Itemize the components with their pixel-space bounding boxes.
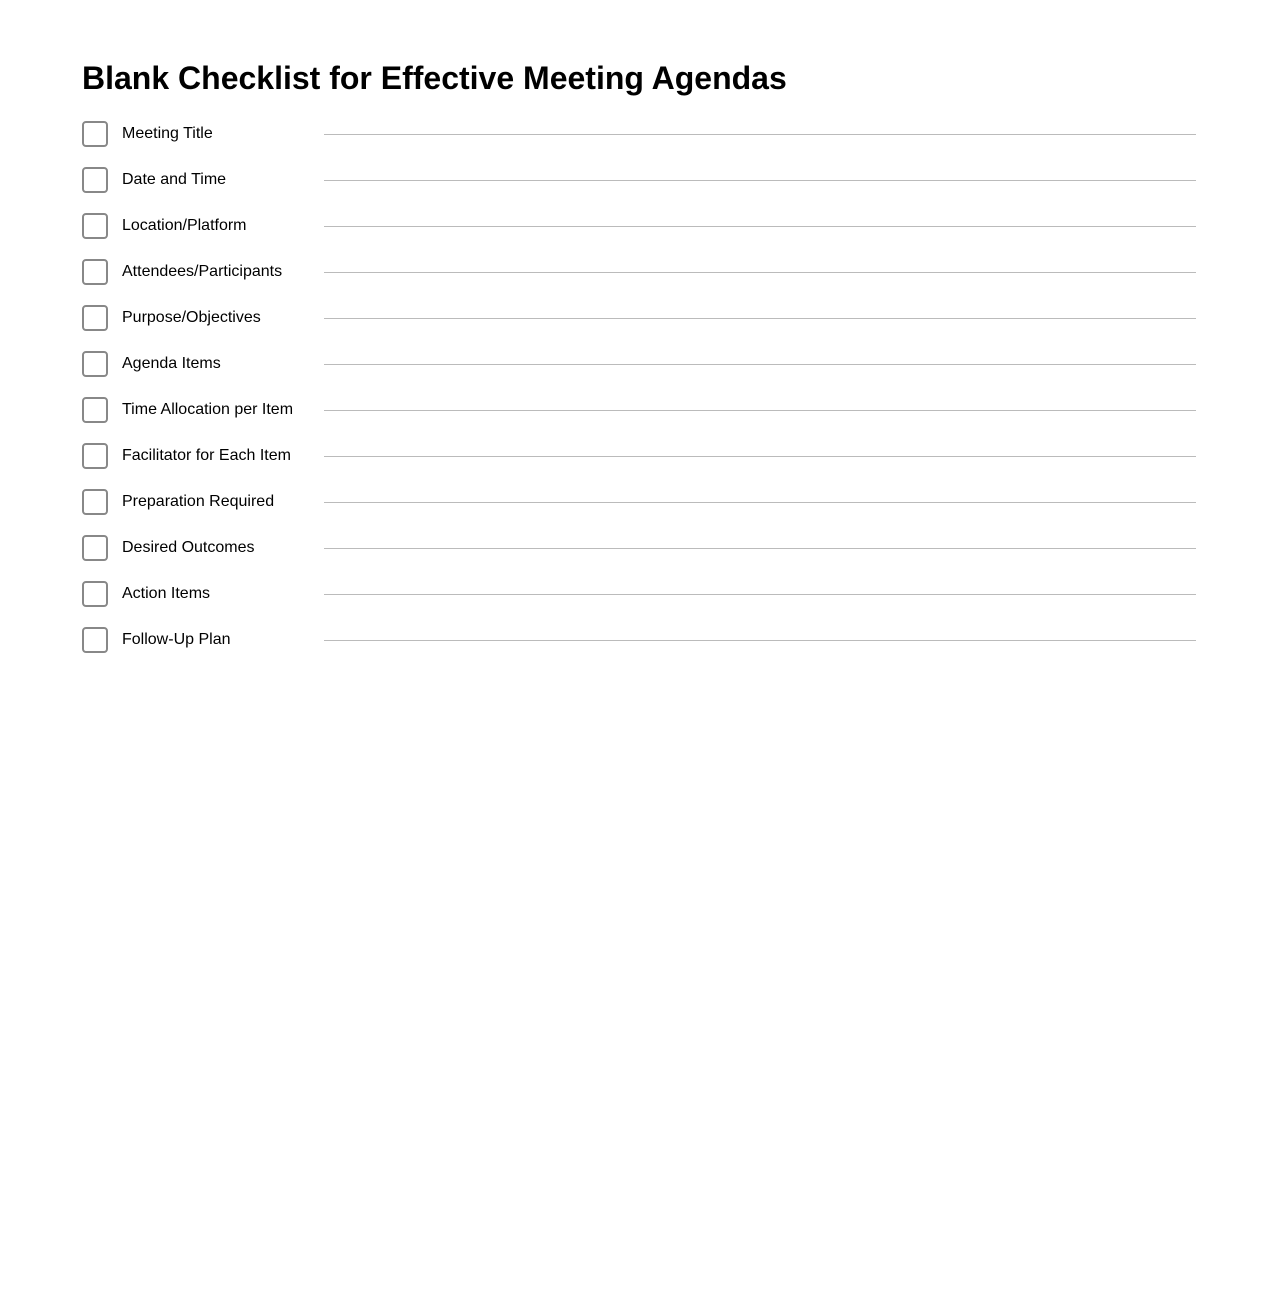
checklist-item bbox=[82, 627, 1196, 653]
write-in-line[interactable] bbox=[324, 456, 1196, 457]
write-in-line[interactable] bbox=[324, 226, 1196, 227]
checklist-item-label: Time Allocation per Item bbox=[122, 401, 294, 418]
checklist-item-label: Facilitator for Each Item bbox=[122, 447, 291, 464]
write-in-line[interactable] bbox=[324, 180, 1196, 181]
checklist-item-label: Preparation Required bbox=[122, 493, 275, 510]
checkbox[interactable] bbox=[82, 627, 108, 653]
checkbox[interactable] bbox=[82, 581, 108, 607]
checkbox[interactable] bbox=[82, 167, 108, 193]
write-in-line[interactable] bbox=[324, 640, 1196, 641]
write-in-line[interactable] bbox=[324, 548, 1196, 549]
checklist-item bbox=[82, 535, 1196, 561]
checklist-item bbox=[82, 489, 1196, 515]
checklist-item bbox=[82, 397, 1196, 423]
checklist-item-label: Agenda Items bbox=[122, 355, 221, 372]
checklist-item-label: Location/Platform bbox=[122, 217, 247, 234]
write-in-line[interactable] bbox=[324, 318, 1196, 319]
write-in-line[interactable] bbox=[324, 272, 1196, 273]
checklist bbox=[82, 121, 1196, 673]
checkbox[interactable] bbox=[82, 489, 108, 515]
write-in-line[interactable] bbox=[324, 410, 1196, 411]
write-in-line[interactable] bbox=[324, 594, 1196, 595]
checklist-item bbox=[82, 581, 1196, 607]
checklist-item-label: Desired Outcomes bbox=[122, 539, 255, 556]
checkbox[interactable] bbox=[82, 397, 108, 423]
write-in-line[interactable] bbox=[324, 134, 1196, 135]
checklist-item-label: Attendees/Participants bbox=[122, 263, 283, 280]
checkbox[interactable] bbox=[82, 443, 108, 469]
write-in-line[interactable] bbox=[324, 364, 1196, 365]
checklist-item-label: Action Items bbox=[122, 585, 211, 602]
checkbox[interactable] bbox=[82, 213, 108, 239]
checklist-item-label: Follow-Up Plan bbox=[122, 631, 231, 648]
checklist-item-label: Purpose/Objectives bbox=[122, 309, 261, 326]
checkbox[interactable] bbox=[82, 535, 108, 561]
checklist-item bbox=[82, 351, 1196, 377]
checkbox[interactable] bbox=[82, 305, 108, 331]
checkbox[interactable] bbox=[82, 351, 108, 377]
checkbox[interactable] bbox=[82, 121, 108, 147]
checklist-item bbox=[82, 213, 1196, 239]
checklist-item bbox=[82, 167, 1196, 193]
checklist-item bbox=[82, 259, 1196, 285]
checkbox[interactable] bbox=[82, 259, 108, 285]
checklist-item-label: Meeting Title bbox=[122, 125, 213, 142]
checklist-item bbox=[82, 443, 1196, 469]
checklist-item bbox=[82, 121, 1196, 147]
checklist-item bbox=[82, 305, 1196, 331]
write-in-line[interactable] bbox=[324, 502, 1196, 503]
checklist-item-label: Date and Time bbox=[122, 171, 227, 188]
page-title: Blank Checklist for Effective Meeting Agendas bbox=[82, 60, 787, 96]
